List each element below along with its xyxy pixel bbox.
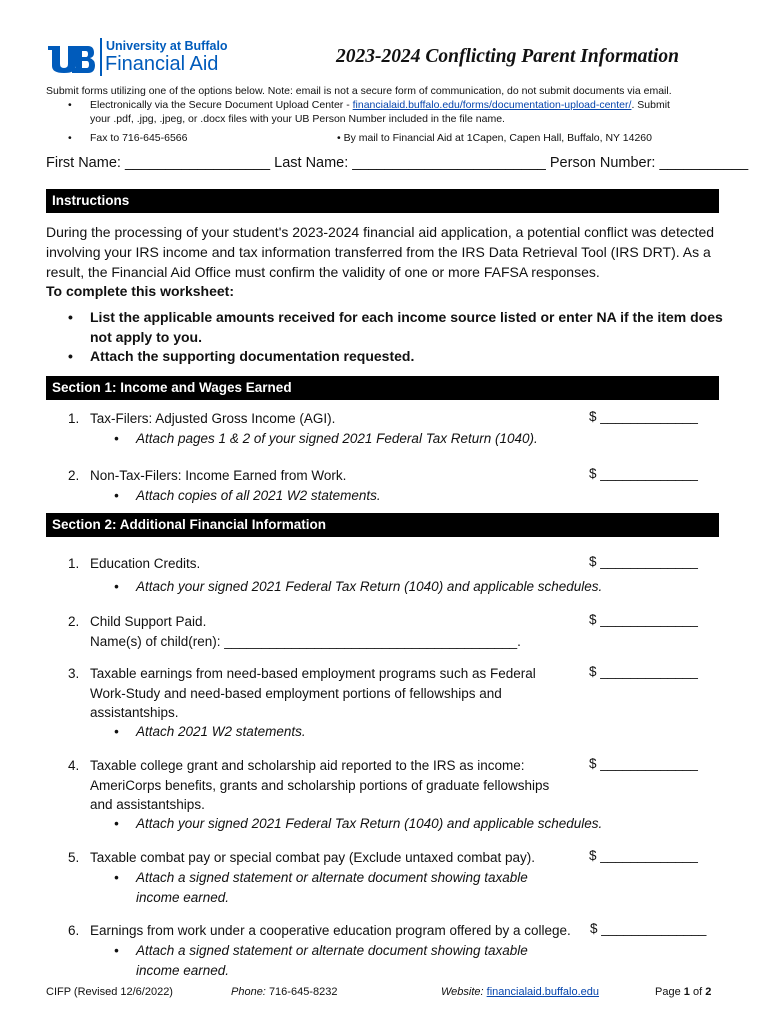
instructions-paragraph: During the processing of your student's 2023-2024 financial aid application, a potential conflict was detected involving your IRS income and tax information transferred from the IRS Data Retrieval Tool (IRS DRT). As a result, the Financial Aid Office must confirm the validity of one or more FAFSA responses.	[46, 224, 715, 280]
to-complete-label: To complete this worksheet:	[46, 283, 234, 299]
upload-option	[90, 98, 730, 126]
phone-label: Phone:	[231, 986, 266, 998]
section1-amount-2[interactable]: $ _____________	[589, 466, 698, 481]
page-title: 2023-2024 Conflicting Parent Information	[336, 46, 679, 67]
website-link[interactable]: financialaid.buffalo.edu	[486, 986, 599, 998]
submit-intro: Submit forms utilizing one of the options below. Note: email is not a secure form of communication, do not submit documents via email.	[46, 85, 672, 97]
upload-prefix: Electronically via the Secure Document Upload Center -	[90, 99, 353, 111]
phone-number: 716-645-8232	[268, 986, 338, 998]
instructions-heading: Instructions	[46, 189, 719, 213]
section1-item-1-attach: • Attach pages 1 & 2 of your signed 2021 Federal Tax Return (1040).	[136, 429, 538, 449]
ub-logo-icon	[46, 44, 96, 74]
section1-item-2-attach: • Attach copies of all 2021 W2 statements.	[136, 486, 381, 506]
upload-link[interactable]: financialaid.buffalo.edu/forms/documentation-upload-center/	[352, 99, 632, 111]
page-number: Page 1 of 2	[655, 986, 712, 998]
website-label: Website:	[441, 986, 484, 998]
footer-phone	[231, 986, 337, 998]
instruction-bullet-2: • Attach the supporting documentation requested.	[90, 346, 414, 366]
instruction-bullet-1: • List the applicable amounts received for each income source listed or enter NA if the item does not apply to you.	[90, 307, 725, 347]
upload-suffix: . Submit	[631, 99, 670, 111]
section1-heading: Section 1: Income and Wages Earned	[46, 376, 719, 400]
university-name: University at Buffalo	[106, 39, 228, 53]
mail-option: • By mail to Financial Aid at 1Capen, Capen Hall, Buffalo, NY 14260	[337, 132, 652, 144]
section2-item-4-attach: • Attach your signed 2021 Federal Tax Return (1040) and applicable schedules.	[136, 814, 602, 834]
section2-amount-4[interactable]: $ _____________	[589, 756, 698, 771]
section1-amount-1[interactable]: $ _____________	[589, 409, 698, 424]
form-revision: CIFP (Revised 12/6/2022)	[46, 986, 173, 998]
upload-line2: your .pdf, .jpg, .jpeg, or .docx files with your UB Person Number included in the file name.	[90, 113, 505, 125]
section2-item-6-attach: • Attach a signed statement or alternate document showing taxable income earned.	[136, 941, 556, 980]
section2-amount-2[interactable]: $ _____________	[589, 612, 698, 627]
section2-item-5-attach: • Attach a signed statement or alternate document showing taxable income earned.	[136, 868, 556, 907]
section2-item-3-attach: • Attach 2021 W2 statements.	[136, 722, 306, 742]
footer-website	[441, 986, 599, 998]
section2-amount-3[interactable]: $ _____________	[589, 664, 698, 679]
logo-divider	[100, 38, 102, 76]
fax-option: • Fax to 716-645-6566	[90, 131, 187, 145]
section2-item-1-attach: • Attach your signed 2021 Federal Tax Return (1040) and applicable schedules.	[136, 577, 602, 597]
name-fields[interactable]: First Name: __________________ Last Name: ________________________ Person Number: ___________	[46, 155, 749, 171]
section2-amount-5[interactable]: $ _____________	[589, 848, 698, 863]
section2-heading: Section 2: Additional Financial Information	[46, 513, 719, 537]
department-name: Financial Aid	[105, 53, 219, 75]
child-names-field[interactable]: Name(s) of child(ren): _______________________________________.	[90, 634, 521, 649]
section2-amount-6[interactable]: $ ______________	[590, 921, 707, 936]
section2-amount-1[interactable]: $ _____________	[589, 554, 698, 569]
